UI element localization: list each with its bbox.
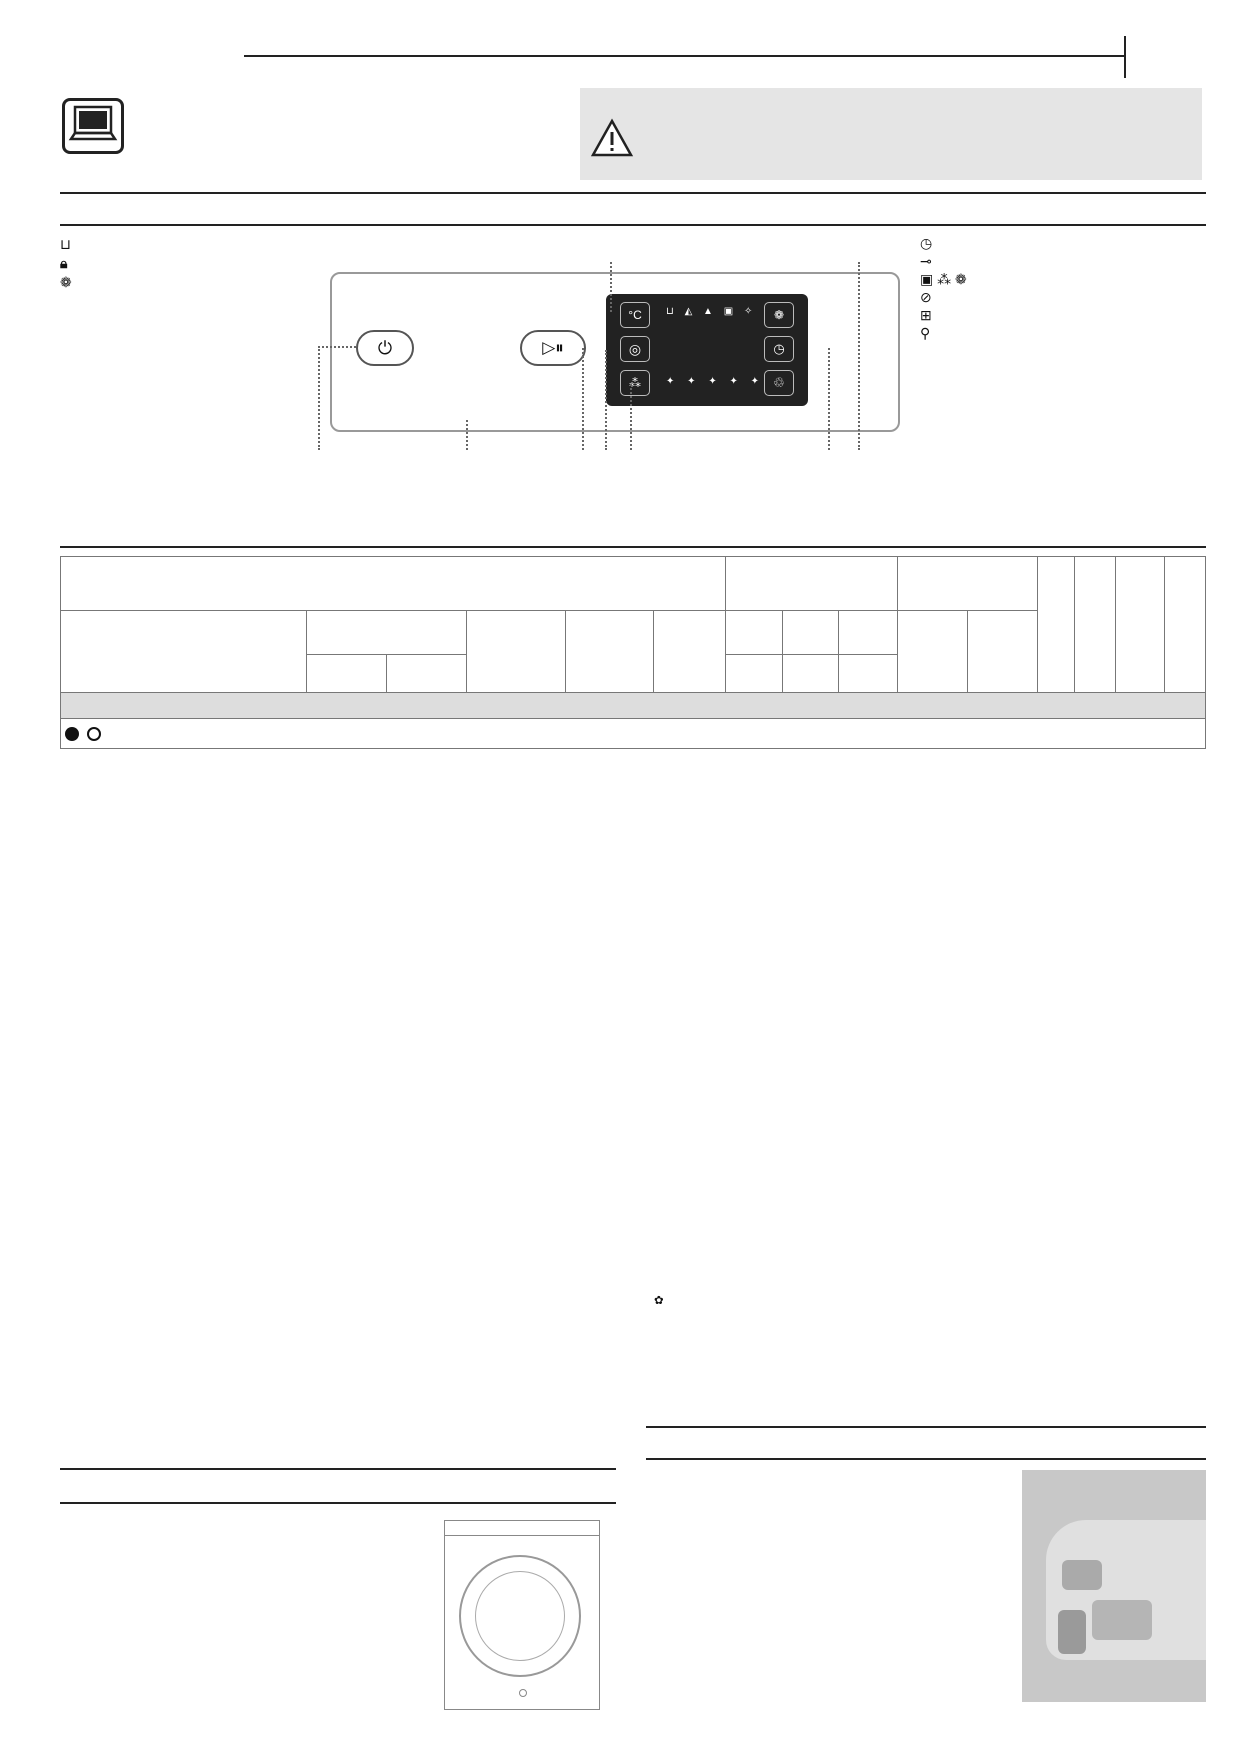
set-header (307, 655, 387, 693)
notes-right (646, 1288, 1206, 1309)
top-panel-line (445, 1535, 599, 1536)
key-lock-icon: ⊸ (920, 253, 932, 269)
display-panel (606, 294, 808, 406)
liquid-header (967, 611, 1037, 693)
dispenser-photo (1022, 1470, 1206, 1702)
col-number (838, 655, 898, 693)
section-rule (60, 546, 1206, 548)
program-table (60, 556, 1206, 749)
freshcare-button[interactable]: ❁ (764, 302, 794, 328)
header-rule (244, 55, 1124, 57)
section-rule (60, 1468, 616, 1470)
leader-line (828, 348, 830, 450)
leader-line (630, 384, 632, 450)
display-icons-bottom: ✦ ✦ ✦ ✦ ✦ (666, 376, 765, 387)
ring-icon (87, 727, 101, 741)
rec-header (898, 557, 1038, 611)
section-rule (60, 192, 1206, 194)
prewash-icon: ⊔ (60, 236, 71, 252)
temperature-button[interactable]: °C (620, 302, 650, 328)
section-rule (646, 1458, 1206, 1460)
maxload-header (565, 611, 653, 693)
header-divider (1124, 36, 1126, 78)
section-rule (60, 224, 1206, 226)
clean-plus-button[interactable]: ♲ (764, 370, 794, 396)
compartment-1 (1062, 1560, 1102, 1590)
safety-warning-box (580, 88, 1202, 180)
temps-header (307, 611, 467, 655)
warning-triangle-icon (590, 118, 634, 163)
rinse-button[interactable]: ⁂ (620, 370, 650, 396)
no-water-icon: ⚲ (920, 325, 931, 341)
indicator-prewash (60, 235, 72, 254)
freshcare-icon: ❁ (60, 274, 72, 290)
compartment-3 (1058, 1610, 1086, 1654)
water-filter (519, 1689, 527, 1697)
delay-start-button[interactable]: ◷ (764, 336, 794, 362)
spin-button[interactable]: ◎ (620, 336, 650, 362)
prewash-header (725, 611, 782, 655)
leader-line (605, 350, 607, 450)
power-button[interactable]: ⏻ (356, 330, 414, 366)
leader-line (610, 262, 612, 312)
leader-line (858, 262, 860, 450)
compartment-2 (1092, 1600, 1152, 1640)
lock-icon: 🔒︎ (60, 255, 68, 271)
notes-left (60, 1288, 616, 1294)
spacer-row (61, 693, 1206, 719)
computer-icon (62, 98, 124, 154)
powder-header (898, 611, 968, 693)
control-list (60, 234, 72, 292)
wash-cycle-icons: ▣ ⁂ ❁ (920, 271, 967, 287)
leader-line (466, 420, 468, 450)
leader-line (318, 346, 320, 450)
indicator-door-locked (60, 254, 72, 273)
indicator-freshcare (60, 273, 72, 292)
col-number (783, 655, 838, 693)
service-icon: ⊘ (920, 289, 932, 305)
spin-header (467, 611, 565, 693)
section-rule (646, 1426, 1206, 1428)
col-number (725, 655, 782, 693)
washer-drawing (444, 1520, 600, 1710)
det-header (725, 557, 897, 611)
dot-icon (65, 727, 79, 741)
program-header (61, 611, 307, 693)
section-rule (60, 1502, 616, 1504)
cotton-icon: ✿ (654, 1295, 664, 1307)
start-pause-button[interactable]: ▷⏸ (520, 330, 586, 366)
range-header (387, 655, 467, 693)
leader-line (582, 348, 584, 450)
duration-header (653, 611, 725, 693)
softener-header (838, 611, 898, 655)
delay-start-icon: ◷ (920, 235, 933, 251)
leader-line (318, 346, 356, 348)
door-glass (475, 1571, 565, 1661)
filter-icon: ⊞ (920, 307, 932, 323)
display-icons-top: ⊔ ◭ ▲ ▣ ✧ (666, 306, 757, 317)
mainwash-header (783, 611, 838, 655)
display-indicators-right (920, 234, 1210, 342)
